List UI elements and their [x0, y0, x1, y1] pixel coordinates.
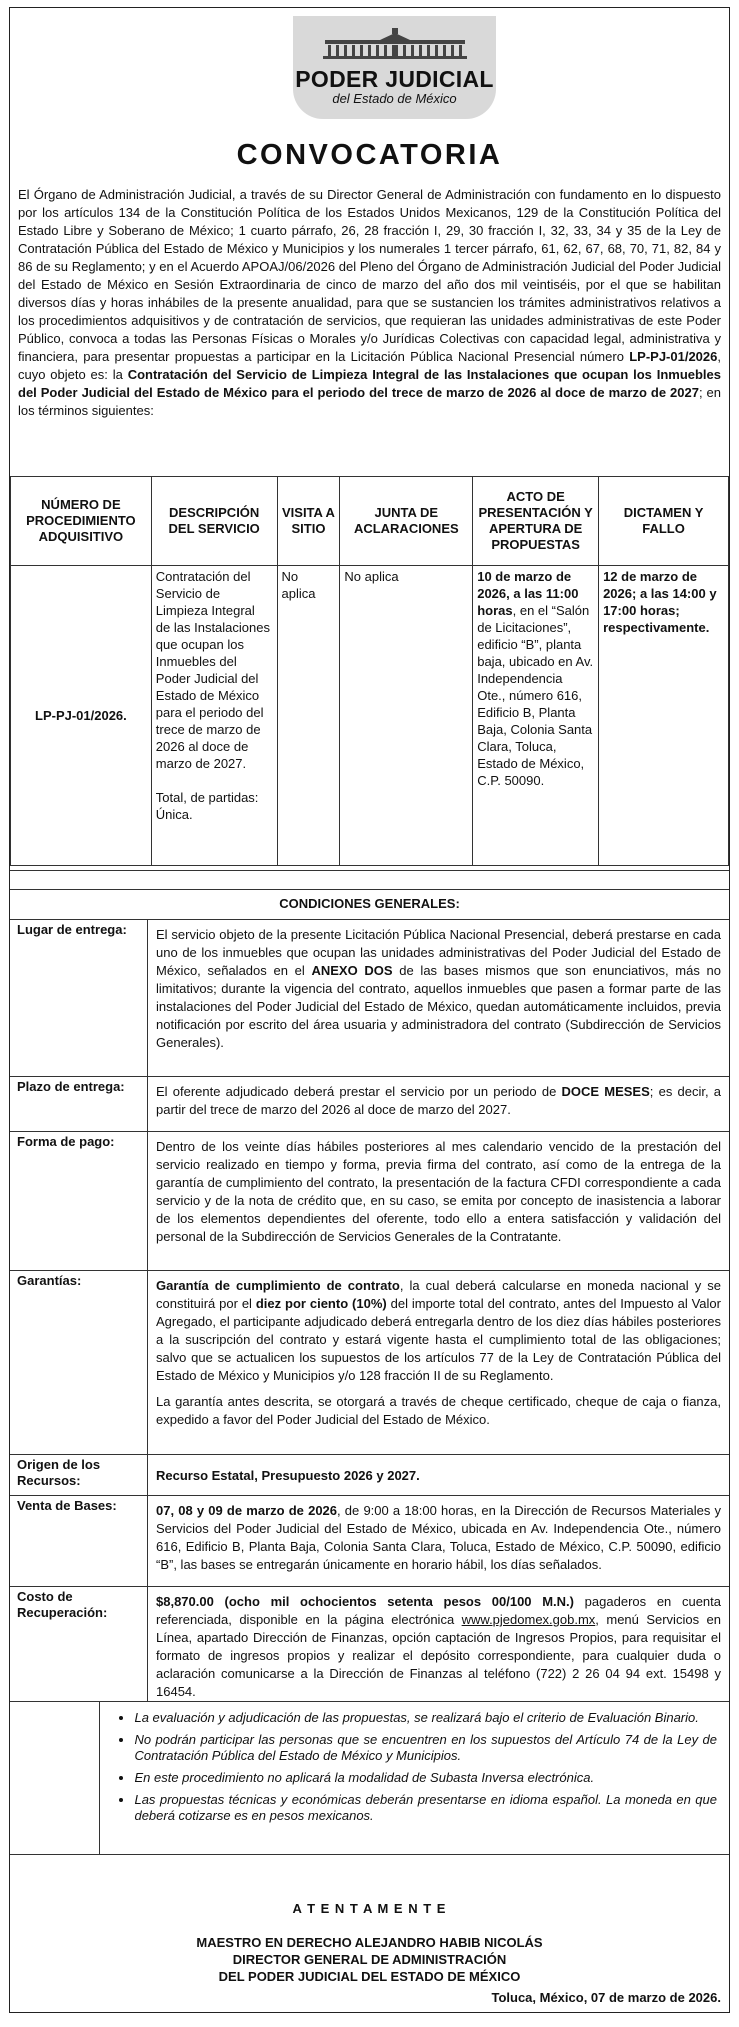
notes-list [100, 1710, 717, 1854]
signer-name: MAESTRO EN DERECHO ALEJANDRO HABIB NICOLÁS [196, 1935, 543, 1950]
procedure-number: LP-PJ-01/2026 [629, 349, 718, 364]
condition-text: Dentro de los veinte días hábiles posteriores al mes calendario vencido de la prestación del servicio realizado en tiempo y forma, previa firma del contrato, así como de la entrega de la garantía de cumplimiento del contrato, la presentación de la factura CFDI correspondiente a cada servicio y de la nota de crédito que, en su caso, se emita por concepto de inasistencia a laborar de los elementos dependientes del oferente, todo ello a entera satisfacción y validación del personal de la Subdirección de Servicios Generales de la Contratante. [156, 1139, 721, 1244]
cell-junta: No aplica [340, 566, 473, 866]
cell-descripcion: Contratación del Servicio de Limpieza Integral de las Instalaciones que ocupan los Inmuebles del Poder Judicial del Estado de México para el periodo del trece de marzo de 2026 al doce de marzo de 2027. Total, de partidas: Única. [151, 566, 277, 866]
document-date: Toluca, México, 07 de marzo de 2026. [491, 1990, 721, 2005]
list-item: • La evaluación y adjudicación de las propuestas, se realizará bajo el criterio de Evaluación Binario. [134, 1710, 717, 1726]
condition-label: Costo de Recuperación: [10, 1587, 148, 1701]
condition-label: Plazo de entrega: [10, 1077, 148, 1131]
condition-label: Origen de los Recursos: [10, 1455, 148, 1495]
signer-title: DIRECTOR GENERAL DE ADMINISTRACIÓN [232, 1952, 507, 1967]
cell-visita: No aplica [277, 566, 340, 866]
logo-name: PODER JUDICIAL [295, 66, 494, 92]
cell-acto: 10 de marzo de 2026, a las 11:00 horas, en el “Salón de Licitaciones”, edificio “B”, planta baja, ubicado en Av. Independencia Ote., número 616, Edificio B, Planta Baja, Colonia Santa Clara, Toluca, Estado de México, C.P. 50090. [473, 566, 599, 866]
signer-institution: DEL PODER JUDICIAL DEL ESTADO DE MÉXICO [218, 1969, 521, 1984]
condition-origen [10, 1455, 729, 1496]
header-junta: JUNTA DE ACLARACIONES [340, 477, 473, 566]
cell-dictamen: 12 de marzo de 2026; a las 14:00 y 17:00 horas; respectivamente. [599, 566, 729, 866]
header-acto: ACTO DE PRESENTACIÓN Y APERTURA DE PROPUESTAS [473, 477, 599, 566]
intro-paragraph: El Órgano de Administración Judicial, a través de su Director General de Administración con fundamento en lo dispuesto por los artículos 134 de la Constitución Política de los Estados Unidos Mexicanos, 129 de la Constitución Política del Estado Libre y Soberano de México; 1 cuarto párrafo, 26, 28 fracción I, 29, 30 fracción I, 32, 33, 34 y 35 de la Ley de Contratación Pública del Estado de México y Municipios y los numerales 1 tercer párrafo, 61, 62, 67, 68, 70, 71, 82, 84 y 86 de su Reglamento; y en el Acuerdo APOAJ/06/2026 del Pleno del Órgano de Administración Judicial del Poder Judicial del Estado de México en Sesión Extraordinaria de cinco de marzo del año dos mil veintiséis, por el que se habilitan diversos días y horas inhábiles de la presente anualidad, para que se sustancien los trámites administrativos relativos a los procedimientos adquisitivos y de contratación de servicios, que requieran las unidades administrativas de este Poder Público, convoca a todas las Personas Físicas o Morales y/o Jurídicas Colectivas con capacidad legal, administrativa y financiera, para presentar propuestas a participar en la Licitación Pública Nacional Presencial número LP-PJ-01/2026, cuyo objeto es: la Contratación del Servicio de Limpieza Integral de las Instalaciones que ocupan los Inmuebles del Poder Judicial del Estado de México para el periodo del trece de marzo de 2026 al doce de marzo de 2027; en los términos siguientes: [18, 187, 721, 418]
list-item: • En este procedimiento no aplicará la modalidad de Subasta Inversa electrónica. [134, 1770, 717, 1786]
cell-total: Total, de partidas: Única. [155, 790, 259, 822]
condition-label: Garantías: [10, 1271, 148, 1454]
condition-text: Garantía de cumplimiento de contrato, la cual deberá calcularse en moneda nacional y se constituirá por el diez por ciento (10%) del importe total del contrato, antes del Impuesto al Valor Agregado, el participante adjudicado deberá entregarla dentro de los diez días hábiles posteriores a la suscripción del contrato y estará vigente hasta el cumplimiento total de las obligaciones; salvo que se actualicen los supuestos de los artículos 77 de la Ley de Contratación Pública del Estado de México y Municipios y/o 128 fracción II de su Reglamento. La garantía antes descrita, se otorgará a través de cheque certificado, cheque de caja o fianza, expedido a favor del Poder Judicial del Estado de México. [156, 1278, 721, 1427]
header-dictamen: DICTAMEN Y FALLO [599, 477, 729, 566]
condition-pago [10, 1132, 729, 1271]
condition-costo [10, 1587, 729, 1702]
condition-label: Venta de Bases: [10, 1496, 148, 1586]
condition-plazo [10, 1077, 729, 1132]
condition-label: Lugar de entrega: [10, 920, 148, 1076]
spacer-row [10, 870, 729, 890]
condition-text: $8,870.00 (ocho mil ochocientos setenta pesos 00/100 M.N.) pagaderos en cuenta referenciada, disponible en la página electrónica www.pjedomex.gob.mx, menú Servicios en Línea, apartado Dirección de Finanzas, opción captación de Ingresos Propios, para requisitar el formato de ingresos propios y realizar el depósito correspondiente, para cualquier duda o aclaración comunicarse a la Dirección de Finanzas al teléfono (722) 2 26 04 94 ext. 15498 y 16454. [156, 1594, 721, 1699]
condition-label: Forma de pago: [10, 1132, 148, 1270]
website-link[interactable]: www.pjedomex.gob.mx [461, 1612, 596, 1627]
condition-text: El oferente adjudicado deberá prestar el servicio por un periodo de DOCE MESES; es decir, a partir del trece de marzo del 2026 al doce de marzo del 2027. [156, 1084, 722, 1117]
logo-subtitle: del Estado de México [332, 91, 457, 106]
condition-lugar [10, 920, 729, 1077]
header-numero: NÚMERO DE PROCEDIMIENTO ADQUISITIVO [11, 477, 152, 566]
condition-text: 07, 08 y 09 de marzo de 2026, de 9:00 a 18:00 horas, en la Dirección de Recursos Materiales y Servicios del Poder Judicial del Estado de México, ubicada en Av. Independencia Ote., número 616, Edificio B, Planta Baja, Colonia Santa Clara, Toluca, Estado de México, C.P. 50090, edificio “B”, las bases se entregarán únicamente en horario hábil, los días señalados. [156, 1503, 721, 1572]
condition-text: Recurso Estatal, Presupuesto 2026 y 2027. [156, 1468, 420, 1483]
atentamente: A T E N T A M E N T E [292, 1901, 447, 1916]
list-item: • Las propuestas técnicas y económicas deberán presentarse en idioma español. La moneda en que deberá cotizarse es en pesos mexicanos. [134, 1792, 717, 1824]
document-title: CONVOCATORIA [236, 139, 503, 171]
convocatoria-page [9, 7, 730, 2013]
table-header-row [11, 477, 729, 566]
notes-section [10, 1702, 729, 1855]
cell-numero: LP-PJ-01/2026. [11, 566, 152, 866]
building-icon [320, 28, 470, 60]
condition-venta [10, 1496, 729, 1587]
condition-garantias [10, 1271, 729, 1455]
list-item: • No podrán participar las personas que se encuentren en los supuestos del Artículo 74 de la Ley de Contratación Pública del Estado de México y Municipios. [134, 1732, 717, 1764]
header-descripcion: DESCRIPCIÓN DEL SERVICIO [151, 477, 277, 566]
table-row [11, 566, 729, 866]
header-visita: VISITA A SITIO [277, 477, 340, 566]
conditions-heading: CONDICIONES GENERALES: [10, 889, 729, 920]
procedure-object: Contratación del Servicio de Limpieza Integral de las Instalaciones que ocupan los Inmuebles del Poder Judicial del Estado de México para el periodo del trece de marzo de 2026 al doce de marzo de 2027 [18, 367, 721, 400]
procedure-table [10, 476, 729, 866]
condition-text: El servicio objeto de la presente Licitación Pública Nacional Presencial, deberá prestarse en cada uno de los inmuebles que ocupan las unidades administrativas del Poder Judicial del Estado de México, señalados en el ANEXO DOS de las bases mismos que son enunciativos, más no limitativos; durante la vigencia del contrato, aquellos inmuebles que pasen a formar parte de las instalaciones del Poder Judicial del Estado de México, quedan automáticamente incluidos, previa notificación por escrito del área usuaria y administradora del contrato (Subdirección de Servicios Generales). [156, 927, 721, 1050]
poder-judicial-logo [293, 16, 496, 119]
